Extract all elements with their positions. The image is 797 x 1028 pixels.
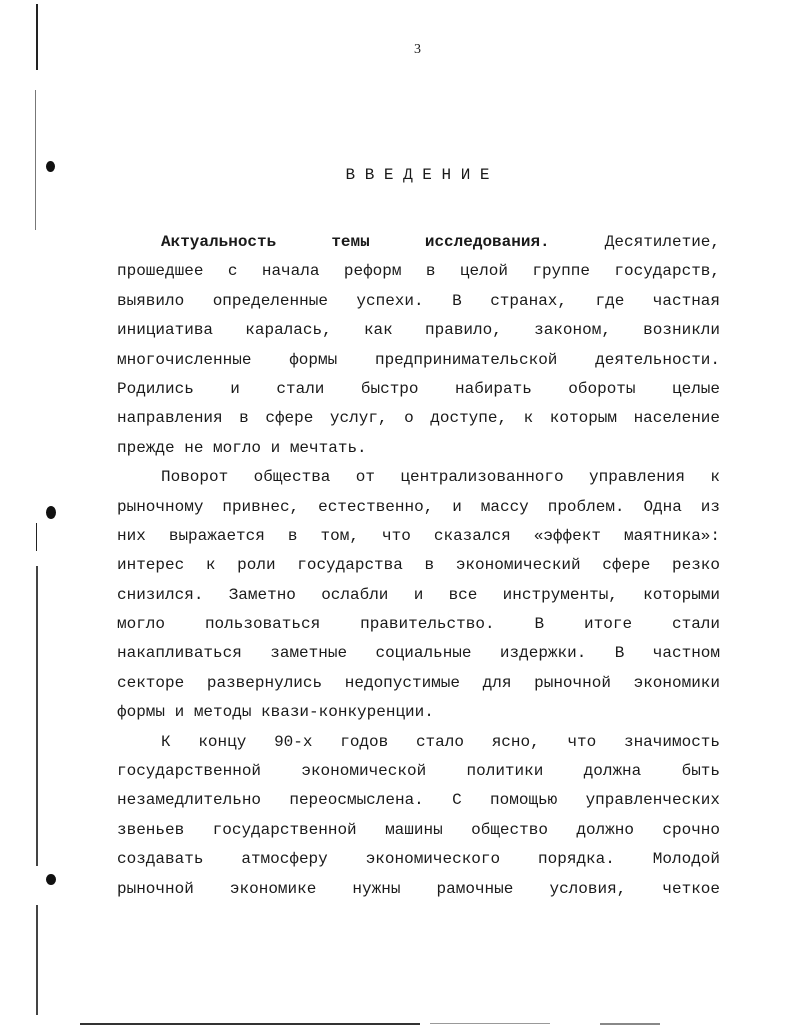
text-line: прежде не могло и мечтать. (117, 438, 367, 457)
scan-edge-line-mid (35, 90, 36, 230)
page-number: 3 (414, 42, 421, 57)
text-line: незамедлительно переосмыслена. С помощью управленческих (117, 791, 720, 810)
scan-mark-dot (46, 506, 56, 519)
text-line: формы и методы квази-конкуренции. (117, 703, 434, 722)
text-line: них выражается в том, что сказался «эффект маятника»: (117, 526, 720, 545)
text-line: секторе развернулись недопустимые для рыночной экономики (117, 673, 720, 692)
text-line: создавать атмосферу экономического порядка. Молодой (117, 850, 720, 869)
text-line: рыночному привнес, естественно, и массу проблем. Одна из (117, 497, 720, 516)
text-line: рыночной экономике нужны рамочные условия, четкое (117, 879, 720, 898)
text-line: государственной экономической политики должна быть (117, 762, 720, 781)
text-line: накапливаться заметные социальные издержки. В частном (117, 644, 720, 663)
text-line: могло пользоваться правительство. В итоге стали (117, 615, 720, 634)
text-line: Родились и стали быстро набирать обороты целые (117, 379, 720, 398)
text-line: интерес к роли государства в экономический сфере резко (117, 556, 720, 575)
topic-label: Актуальность темы исследования. (161, 233, 550, 251)
text-line: многочисленные формы предпринимательской деятельности. (117, 350, 720, 369)
text-line: снизился. Заметно ослабли и все инструменты, которыми (117, 585, 720, 604)
scan-edge-line-lower (36, 523, 37, 551)
scan-edge-line-bottom (36, 905, 38, 1015)
scan-edge-line-lower (36, 566, 38, 866)
text-line: прошедшее с начала реформ в целой группе государств, (117, 262, 720, 281)
text-line: инициатива каралась, как правило, законом, возникли (117, 321, 720, 340)
text-line: Актуальность темы исследования. Десятилетие, (161, 233, 720, 251)
section-heading: В В Е Д Е Н И Е (345, 166, 490, 184)
scan-bottom-rule (430, 1023, 550, 1024)
text-line: звеньев государственной машины общество должно срочно (117, 820, 720, 839)
text-line: направления в сфере услуг, о доступе, к которым население (117, 409, 720, 428)
scan-bottom-rule (600, 1023, 660, 1025)
text-line: Поворот общества от централизованного управления к (161, 468, 720, 487)
scan-bottom-rule (80, 1023, 420, 1025)
text-line: К концу 90-х годов стало ясно, что значимость (161, 732, 720, 751)
scan-mark-dot (46, 874, 56, 885)
text-line: выявило определенные успехи. В странах, где частная (117, 291, 720, 310)
body-text (117, 228, 720, 904)
scan-edge-line-top (36, 4, 38, 70)
